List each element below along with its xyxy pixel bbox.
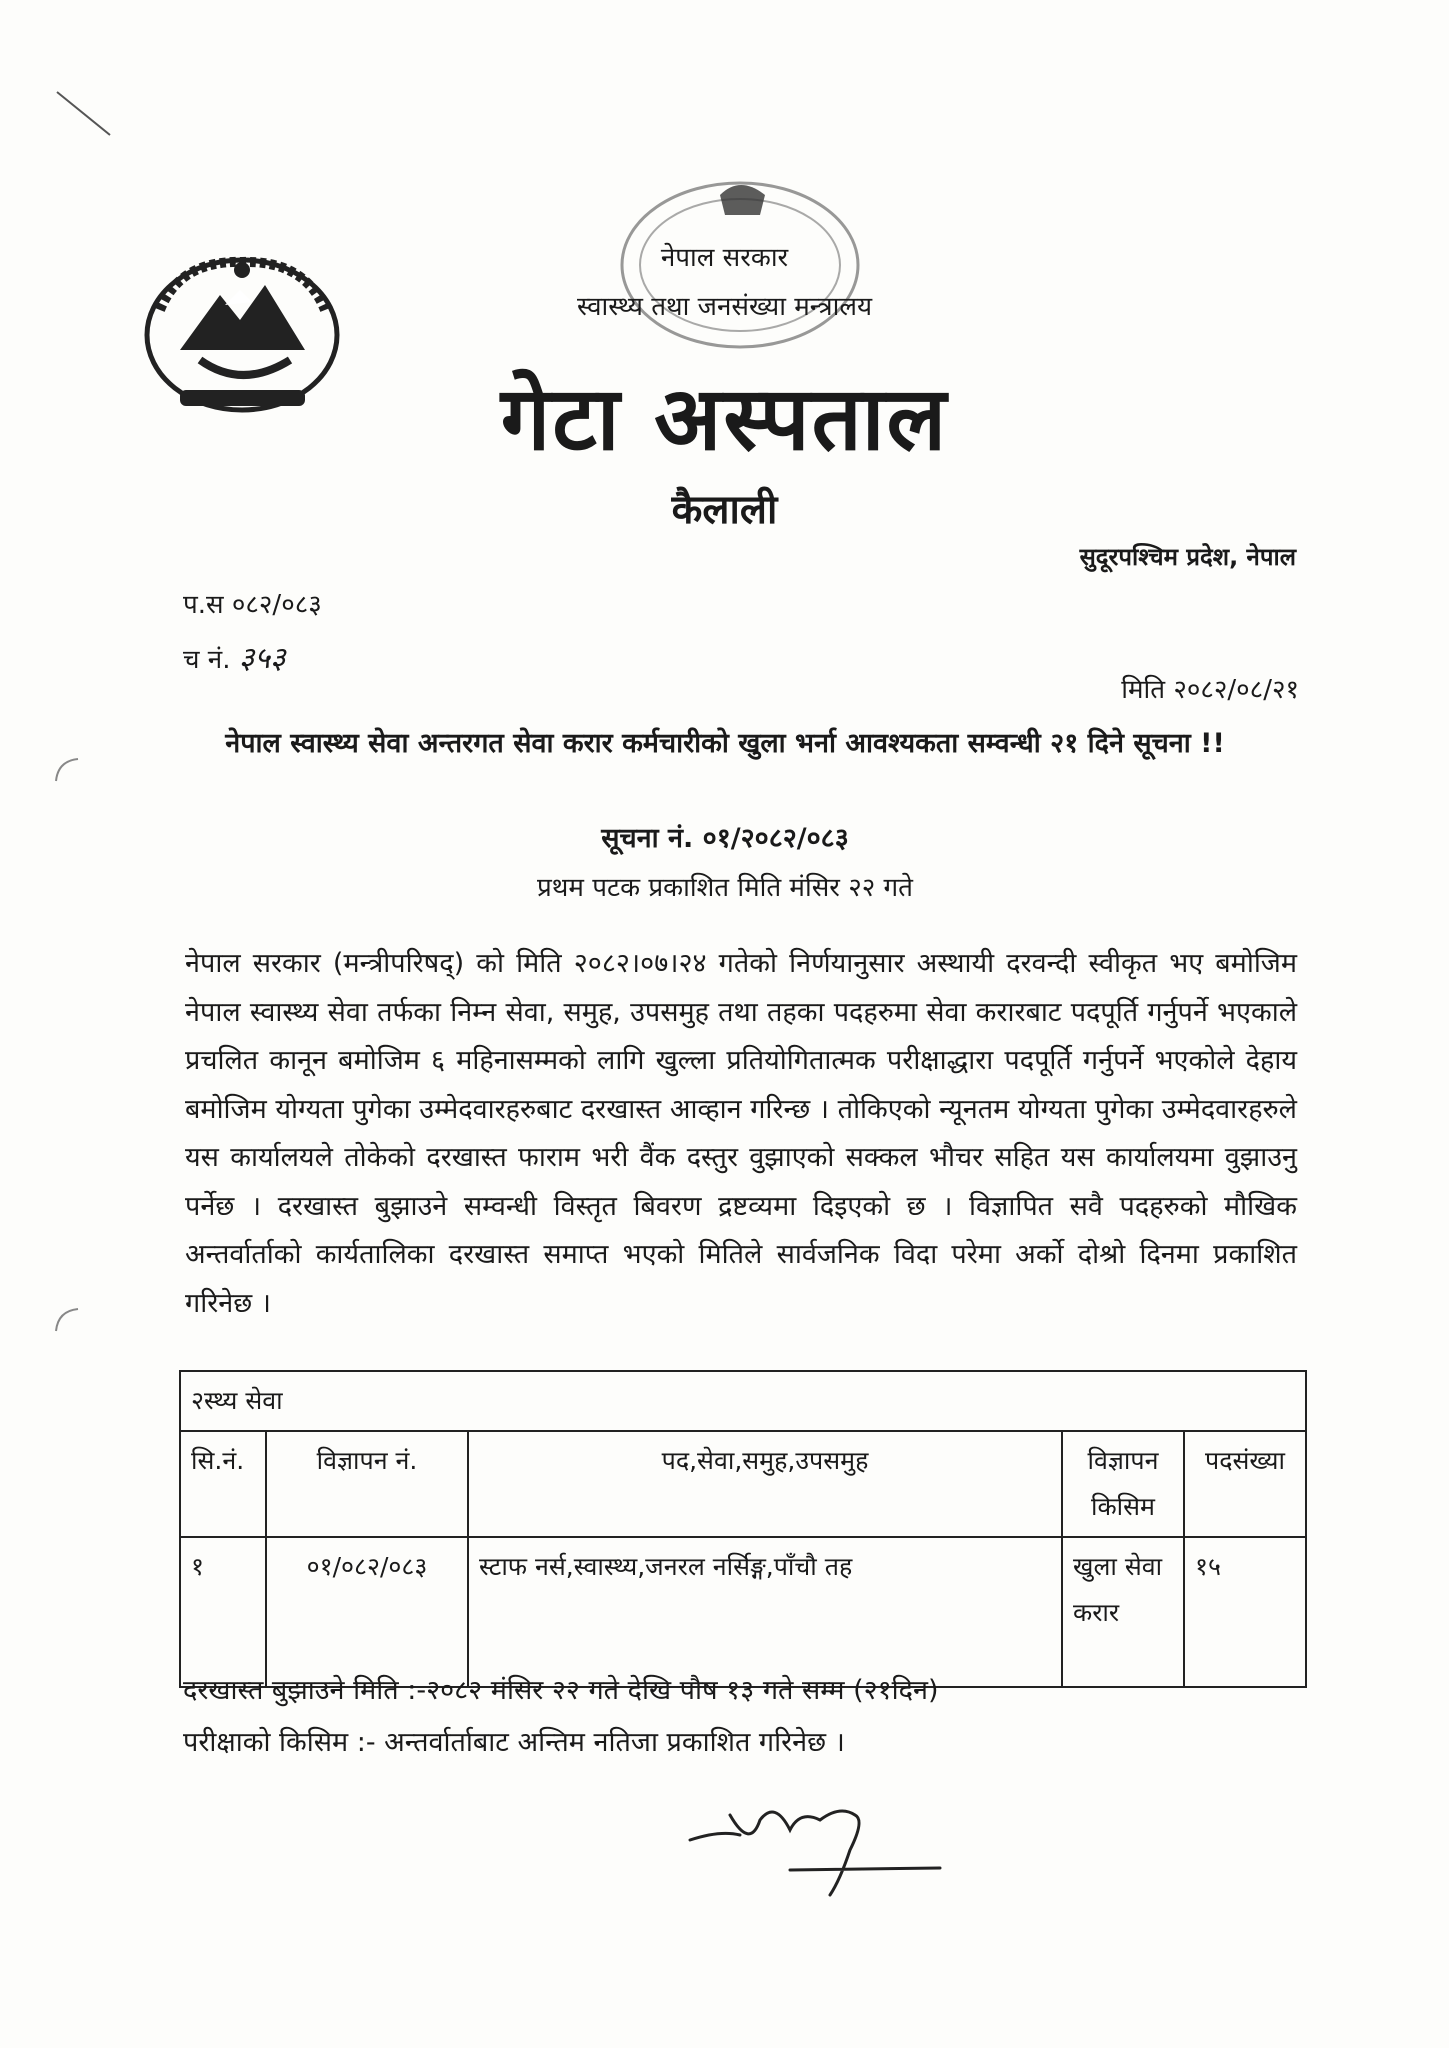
header-ad-no: विज्ञापन नं.	[266, 1431, 468, 1537]
header-count: पदसंख्या	[1184, 1431, 1306, 1537]
pen-stroke-mark	[55, 90, 115, 140]
hospital-name: गेटा अस्पताल	[500, 367, 949, 470]
application-deadline: दरखास्त बुझाउने मिति :-२०८२ मंसिर २२ गते देखि पौष १३ गते सम्म (२१दिन)	[183, 1675, 939, 1706]
dispatch-number: ३५३	[238, 641, 286, 676]
table-section-title: २स्थ्य सेवा	[180, 1371, 1306, 1431]
header-post: पद,सेवा,समुह,उपसमुह	[468, 1431, 1062, 1537]
notice-date: मिति २०८२/०८/२१	[1121, 675, 1299, 705]
notice-title: नेपाल स्वास्थ्य सेवा अन्तरगत सेवा करार कर्मचारीको खुला भर्ना आवश्यकता सम्वन्धी २१ दिने सूचना !!	[225, 728, 1225, 759]
signature-mark	[680, 1790, 950, 1900]
notice-number: सूचना नं. ०१/२०८२/०८३	[601, 823, 849, 854]
ministry-name: स्वास्थ्य तथा जनसंख्या मन्त्रालय	[576, 292, 873, 322]
posts-table	[179, 1370, 1307, 1688]
table-header-row	[180, 1431, 1306, 1537]
punch-hole-mark	[52, 755, 82, 785]
exam-type: परीक्षाको किसिम :- अन्तर्वार्ताबाट अन्तिम नतिजा प्रकाशित गरिनेछ ।	[183, 1727, 845, 1758]
cell-post: स्टाफ नर्स,स्वास्थ्य,जनरल नर्सिङ्ग,पाँचौ तह	[468, 1537, 1062, 1687]
dispatch-ref	[183, 636, 286, 677]
header-sn: सि.नं.	[180, 1431, 266, 1537]
notice-body: नेपाल सरकार (मन्त्रीपरिषद्) को मिति २०८२।०७।२४ गतेको निर्णयानुसार अस्थायी दरवन्दी स्वीकृत भए बमोजिम नेपाल स्वास्थ्य सेवा तर्फका निम्न सेवा, समुह, उपसमुह तथा तहका पदहरुमा सेवा करारबाट पदपूर्ति गर्नुपर्ने भएकाले प्रचलित कानून बमोजिम ६ महिनासम्मको लागि खुल्ला प्रतियोगितात्मक परीक्षाद्धारा पदपूर्ति गर्नुपर्ने भएकोले देहाय बमोजिम योग्यता पुगेका उम्मेदवारहरुबाट दरखास्त आव्हान गरिन्छ । तोकिएको न्यूनतम योग्यता पुगेका उम्मेदवारहरुले यस कार्यालयले तोकेको दरखास्त फाराम भरी वैंक दस्तुर वुझाएको सक्कल भौचर सहित यस कार्यालयमा वुझाउनु पर्नेछ । दरखास्त बुझाउने सम्वन्धी विस्तृत बिवरण द्रष्टव्यमा दिइएको छ । विज्ञापित सवै पदहरुको मौखिक अन्तर्वार्ताको कार्यतालिका दरखास्त समाप्त भएको मितिले सार्वजनिक विदा परेमा अर्को दोश्रो दिनमा प्रकाशित गरिनेछ ।	[185, 948, 1297, 1319]
cell-ad-type: खुला सेवा करार	[1062, 1537, 1184, 1687]
table-row	[180, 1537, 1306, 1687]
header-ad-type: विज्ञापन किसिम	[1062, 1431, 1184, 1537]
publish-date: प्रथम पटक प्रकाशित मिति मंसिर २२ गते	[537, 873, 913, 903]
province-name: सुदूरपश्चिम प्रदेश, नेपाल	[1079, 543, 1296, 571]
dispatch-label: च नं.	[183, 645, 231, 675]
district-name: कैलाली	[671, 487, 778, 533]
cell-count: १५	[1184, 1537, 1306, 1687]
cell-ad-no: ०१/०८२/०८३	[266, 1537, 468, 1687]
punch-hole-mark	[52, 1305, 82, 1335]
fiscal-year-ref: प.स ०८२/०८३	[183, 590, 322, 620]
government-name: नेपाल सरकार	[660, 243, 789, 273]
cell-sn: १	[180, 1537, 266, 1687]
